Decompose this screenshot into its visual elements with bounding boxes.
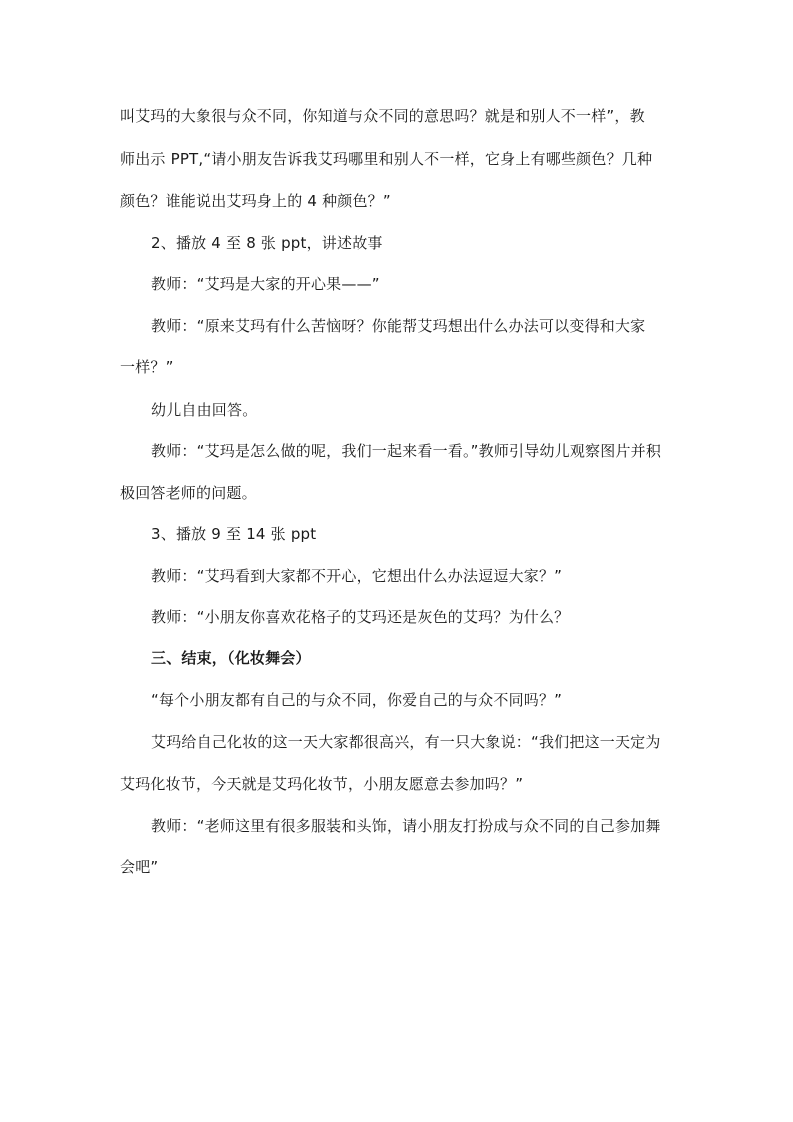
section-heading: 3、播放 9 至 14 张 ppt bbox=[151, 525, 317, 543]
section-heading: 三、结束，（化妆舞会） bbox=[151, 649, 311, 667]
paragraph-line: 幼儿自由回答。 bbox=[151, 401, 258, 419]
section-heading: 2、播放 4 至 8 张 ppt，讲述故事 bbox=[151, 234, 383, 252]
paragraph-line: 教师：“小朋友你喜欢花格子的艾玛还是灰色的艾玛？为什么？ bbox=[151, 608, 570, 626]
paragraph-line: 教师：“艾玛是怎么做的呢，我们一起来看一看。”教师引导幼儿观察图片并积 bbox=[151, 442, 662, 460]
paragraph-line: 极回答老师的问题。 bbox=[120, 484, 257, 502]
paragraph-line: 一样？” bbox=[120, 358, 174, 376]
paragraph-line: “每个小朋友都有自己的与众不同，你爱自己的与众不同吗？” bbox=[151, 691, 563, 709]
paragraph-line: 教师：“艾玛是大家的开心果——” bbox=[151, 275, 380, 293]
paragraph-line: 艾玛化妆节，今天就是艾玛化妆节，小朋友愿意去参加吗？” bbox=[120, 775, 524, 793]
paragraph-line: 教师：“原来艾玛有什么苦恼呀？你能帮艾玛想出什么办法可以变得和大家 bbox=[151, 317, 646, 335]
paragraph-line: 教师：“艾玛看到大家都不开心，它想出什么办法逗逗大家？” bbox=[151, 567, 563, 585]
paragraph-line: 教师：“老师这里有很多服装和头饰，请小朋友打扮成与众不同的自己参加舞 bbox=[151, 817, 661, 835]
paragraph-line: 会吧” bbox=[120, 858, 159, 876]
paragraph-line: 颜色？谁能说出艾玛身上的 4 种颜色？” bbox=[120, 192, 391, 210]
paragraph-line: 艾玛给自己化妆的这一天大家都很高兴，有一只大象说：“我们把这一天定为 bbox=[151, 733, 661, 751]
paragraph-line: 叫艾玛的大象很与众不同，你知道与众不同的意思吗？就是和别人不一样”，教 bbox=[120, 107, 645, 125]
paragraph-line: 师出示 PPT,“请小朋友告诉我艾玛哪里和别人不一样，它身上有哪些颜色？几种 bbox=[120, 150, 653, 168]
